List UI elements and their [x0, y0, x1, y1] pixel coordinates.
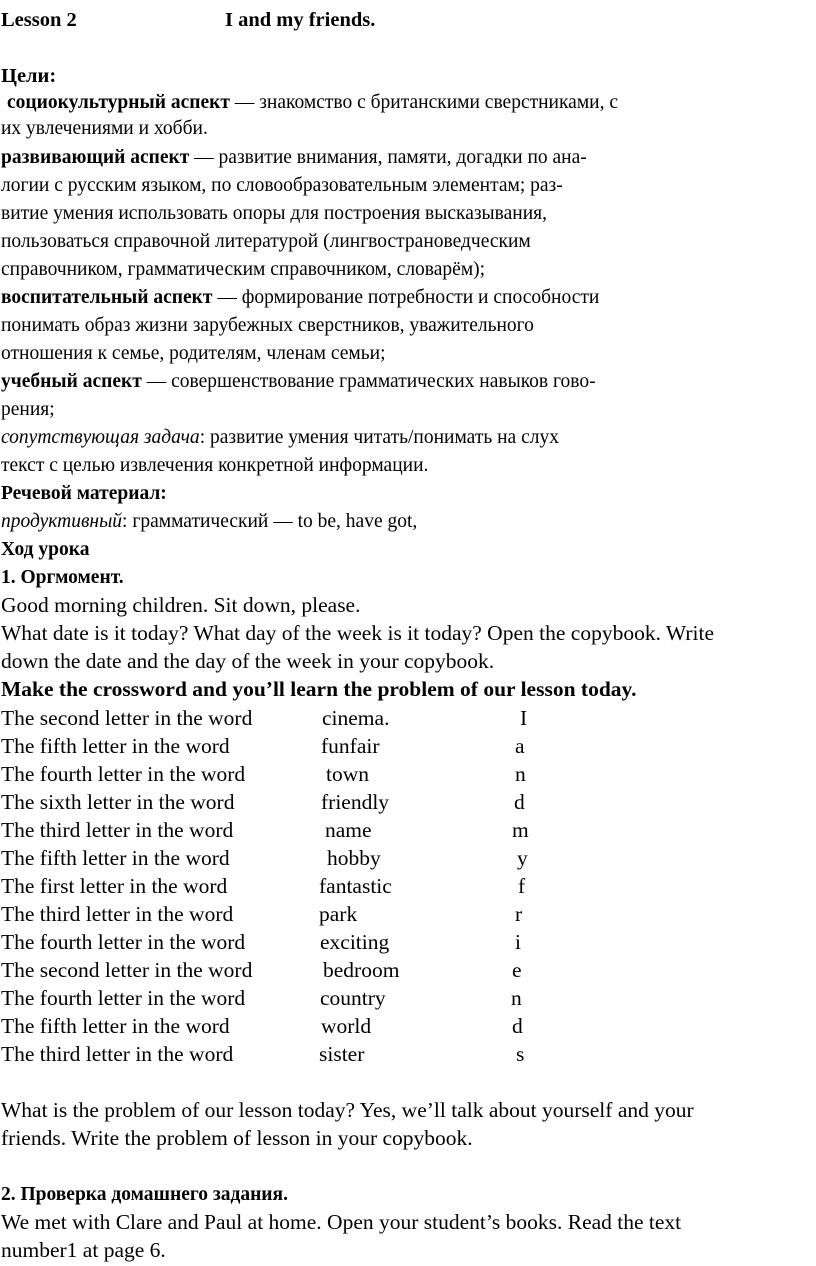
goal-dev-label: развивающий аспект	[1, 147, 190, 168]
crossword-clue: The fifth letter in the word	[1, 846, 230, 870]
goal-dev-cont: витие умения использовать опоры для построения высказывания,	[1, 203, 547, 224]
crossword-clue: The sixth letter in the word	[1, 790, 235, 814]
crossword-title: Make the crossword and you’ll learn the problem of our lesson today.	[1, 677, 637, 701]
goal-socio	[7, 90, 618, 116]
crossword-clue: The fourth letter in the word	[1, 986, 246, 1010]
crossword-letter: n	[511, 986, 522, 1010]
crossword-row	[1, 844, 811, 872]
crossword-letter: f	[518, 874, 526, 898]
crossword-clue: The third letter in the word	[1, 902, 234, 926]
greeting-text: Good morning children. Sit down, please.	[1, 593, 361, 617]
crossword-word: sister	[319, 1042, 365, 1066]
crossword-row	[1, 956, 811, 984]
crossword-row	[1, 788, 811, 816]
goal-edu	[1, 285, 599, 311]
crossword-letter: s	[516, 1042, 525, 1066]
crossword-word: park	[319, 902, 358, 926]
goal-study-label: учебный аспект	[1, 371, 142, 392]
crossword-letter: I	[520, 706, 528, 730]
date-question-cont: down the date and the day of the week in your copybook.	[1, 649, 495, 673]
crossword-row	[1, 816, 811, 844]
goal-dev-text: — развитие внимания, памяти, догадки по ана-	[189, 147, 587, 168]
goal-study	[1, 369, 596, 395]
crossword-word: friendly	[321, 790, 390, 814]
crossword-word: town	[326, 762, 369, 786]
goal-socio-label: социокультурный аспект	[7, 92, 230, 113]
speech-productive-label: продуктивный	[1, 511, 123, 532]
crossword-row	[1, 872, 811, 900]
goal-study-text: — совершенствование грамматических навыков гово-	[141, 371, 596, 392]
goal-socio-text: — знакомство с британскими сверстниками, с	[229, 92, 619, 113]
problem-text: What is the problem of our lesson today? Yes, we’ll talk about yourself and your	[1, 1098, 694, 1122]
crossword-word: cinema.	[322, 706, 390, 730]
crossword-row	[1, 1040, 811, 1068]
crossword-letter: m	[512, 818, 529, 842]
crossword-clue: The third letter in the word	[1, 1042, 234, 1066]
lesson-header	[1, 7, 376, 33]
crossword-clue: The first letter in the word	[1, 874, 228, 898]
goal-edu-label: воспитательный аспект	[1, 287, 213, 308]
crossword-letter: r	[515, 902, 523, 926]
crossword-letter: y	[517, 846, 528, 870]
crossword-clue: The second letter in the word	[1, 958, 253, 982]
crossword-word: hobby	[327, 846, 381, 870]
crossword-word: world	[321, 1014, 372, 1038]
crossword-word: exciting	[320, 930, 390, 954]
goal-task-text: : развитие умения читать/понимать на слух	[199, 427, 559, 448]
goal-dev-cont: пользоваться справочной литературой (лингвострановедческим	[1, 231, 531, 252]
crossword-row	[1, 984, 811, 1012]
part1-heading: 1. Оргмомент.	[1, 567, 124, 588]
lesson-heading: Ход урока	[1, 539, 90, 560]
crossword-letter: d	[512, 1014, 523, 1038]
homework-text: We met with Clare and Paul at home. Open your student’s books. Read the text	[1, 1210, 682, 1234]
crossword-row	[1, 928, 811, 956]
crossword-row	[1, 1012, 811, 1040]
goal-dev-cont: справочником, грамматическим справочником, словарём);	[1, 259, 486, 280]
crossword-clue: The fourth letter in the word	[1, 762, 246, 786]
crossword-clue: The second letter in the word	[1, 706, 253, 730]
crossword-letter: i	[515, 930, 521, 954]
goal-edu-cont: понимать образ жизни зарубежных сверстников, уважительного	[1, 315, 534, 336]
crossword-letter: a	[515, 734, 525, 758]
crossword-word: country	[320, 986, 386, 1010]
problem-text-cont: friends. Write the problem of lesson in your copybook.	[1, 1126, 473, 1150]
crossword-word: fantastic	[319, 874, 392, 898]
speech-productive-text: : грамматический — to be, have got,	[122, 511, 418, 532]
crossword-clue: The fifth letter in the word	[1, 734, 230, 758]
homework-heading: 2. Проверка домашнего задания.	[1, 1184, 288, 1205]
crossword-row	[1, 900, 811, 928]
lesson-number: Lesson 2	[1, 9, 77, 31]
crossword-letter: e	[512, 958, 522, 982]
crossword-row	[1, 732, 811, 760]
crossword-word: name	[325, 818, 372, 842]
speech-heading: Речевой материал:	[1, 483, 167, 504]
goal-study-cont: рения;	[1, 399, 55, 420]
crossword-row	[1, 760, 811, 788]
goal-dev	[1, 145, 587, 171]
goal-task-cont: текст с целью извлечения конкретной информации.	[1, 455, 429, 476]
goal-task-label: сопутствующая задача	[1, 427, 200, 448]
speech-productive	[1, 509, 417, 535]
crossword-letter: n	[515, 762, 526, 786]
crossword-word: bedroom	[323, 958, 400, 982]
goal-dev-cont: логии с русским языком, по словообразовательным элементам; раз-	[1, 175, 563, 196]
crossword-row	[1, 704, 811, 732]
goal-socio-cont: их увлечениями и хобби.	[1, 118, 208, 139]
goal-task	[1, 425, 559, 451]
crossword-clue: The fifth letter in the word	[1, 1014, 230, 1038]
crossword-letter: d	[514, 790, 525, 814]
goals-heading: Цели:	[1, 65, 57, 87]
crossword-clue: The third letter in the word	[1, 818, 234, 842]
homework-text-cont: number1 at page 6.	[1, 1238, 166, 1262]
lesson-title: I and my friends.	[225, 9, 376, 31]
crossword-clue: The fourth letter in the word	[1, 930, 246, 954]
crossword-word: funfair	[321, 734, 380, 758]
goal-edu-cont: отношения к семье, родителям, членам семьи;	[1, 343, 386, 364]
goal-edu-text: — формирование потребности и способности	[212, 287, 600, 308]
date-question: What date is it today? What day of the week is it today? Open the copybook. Write	[1, 621, 715, 645]
